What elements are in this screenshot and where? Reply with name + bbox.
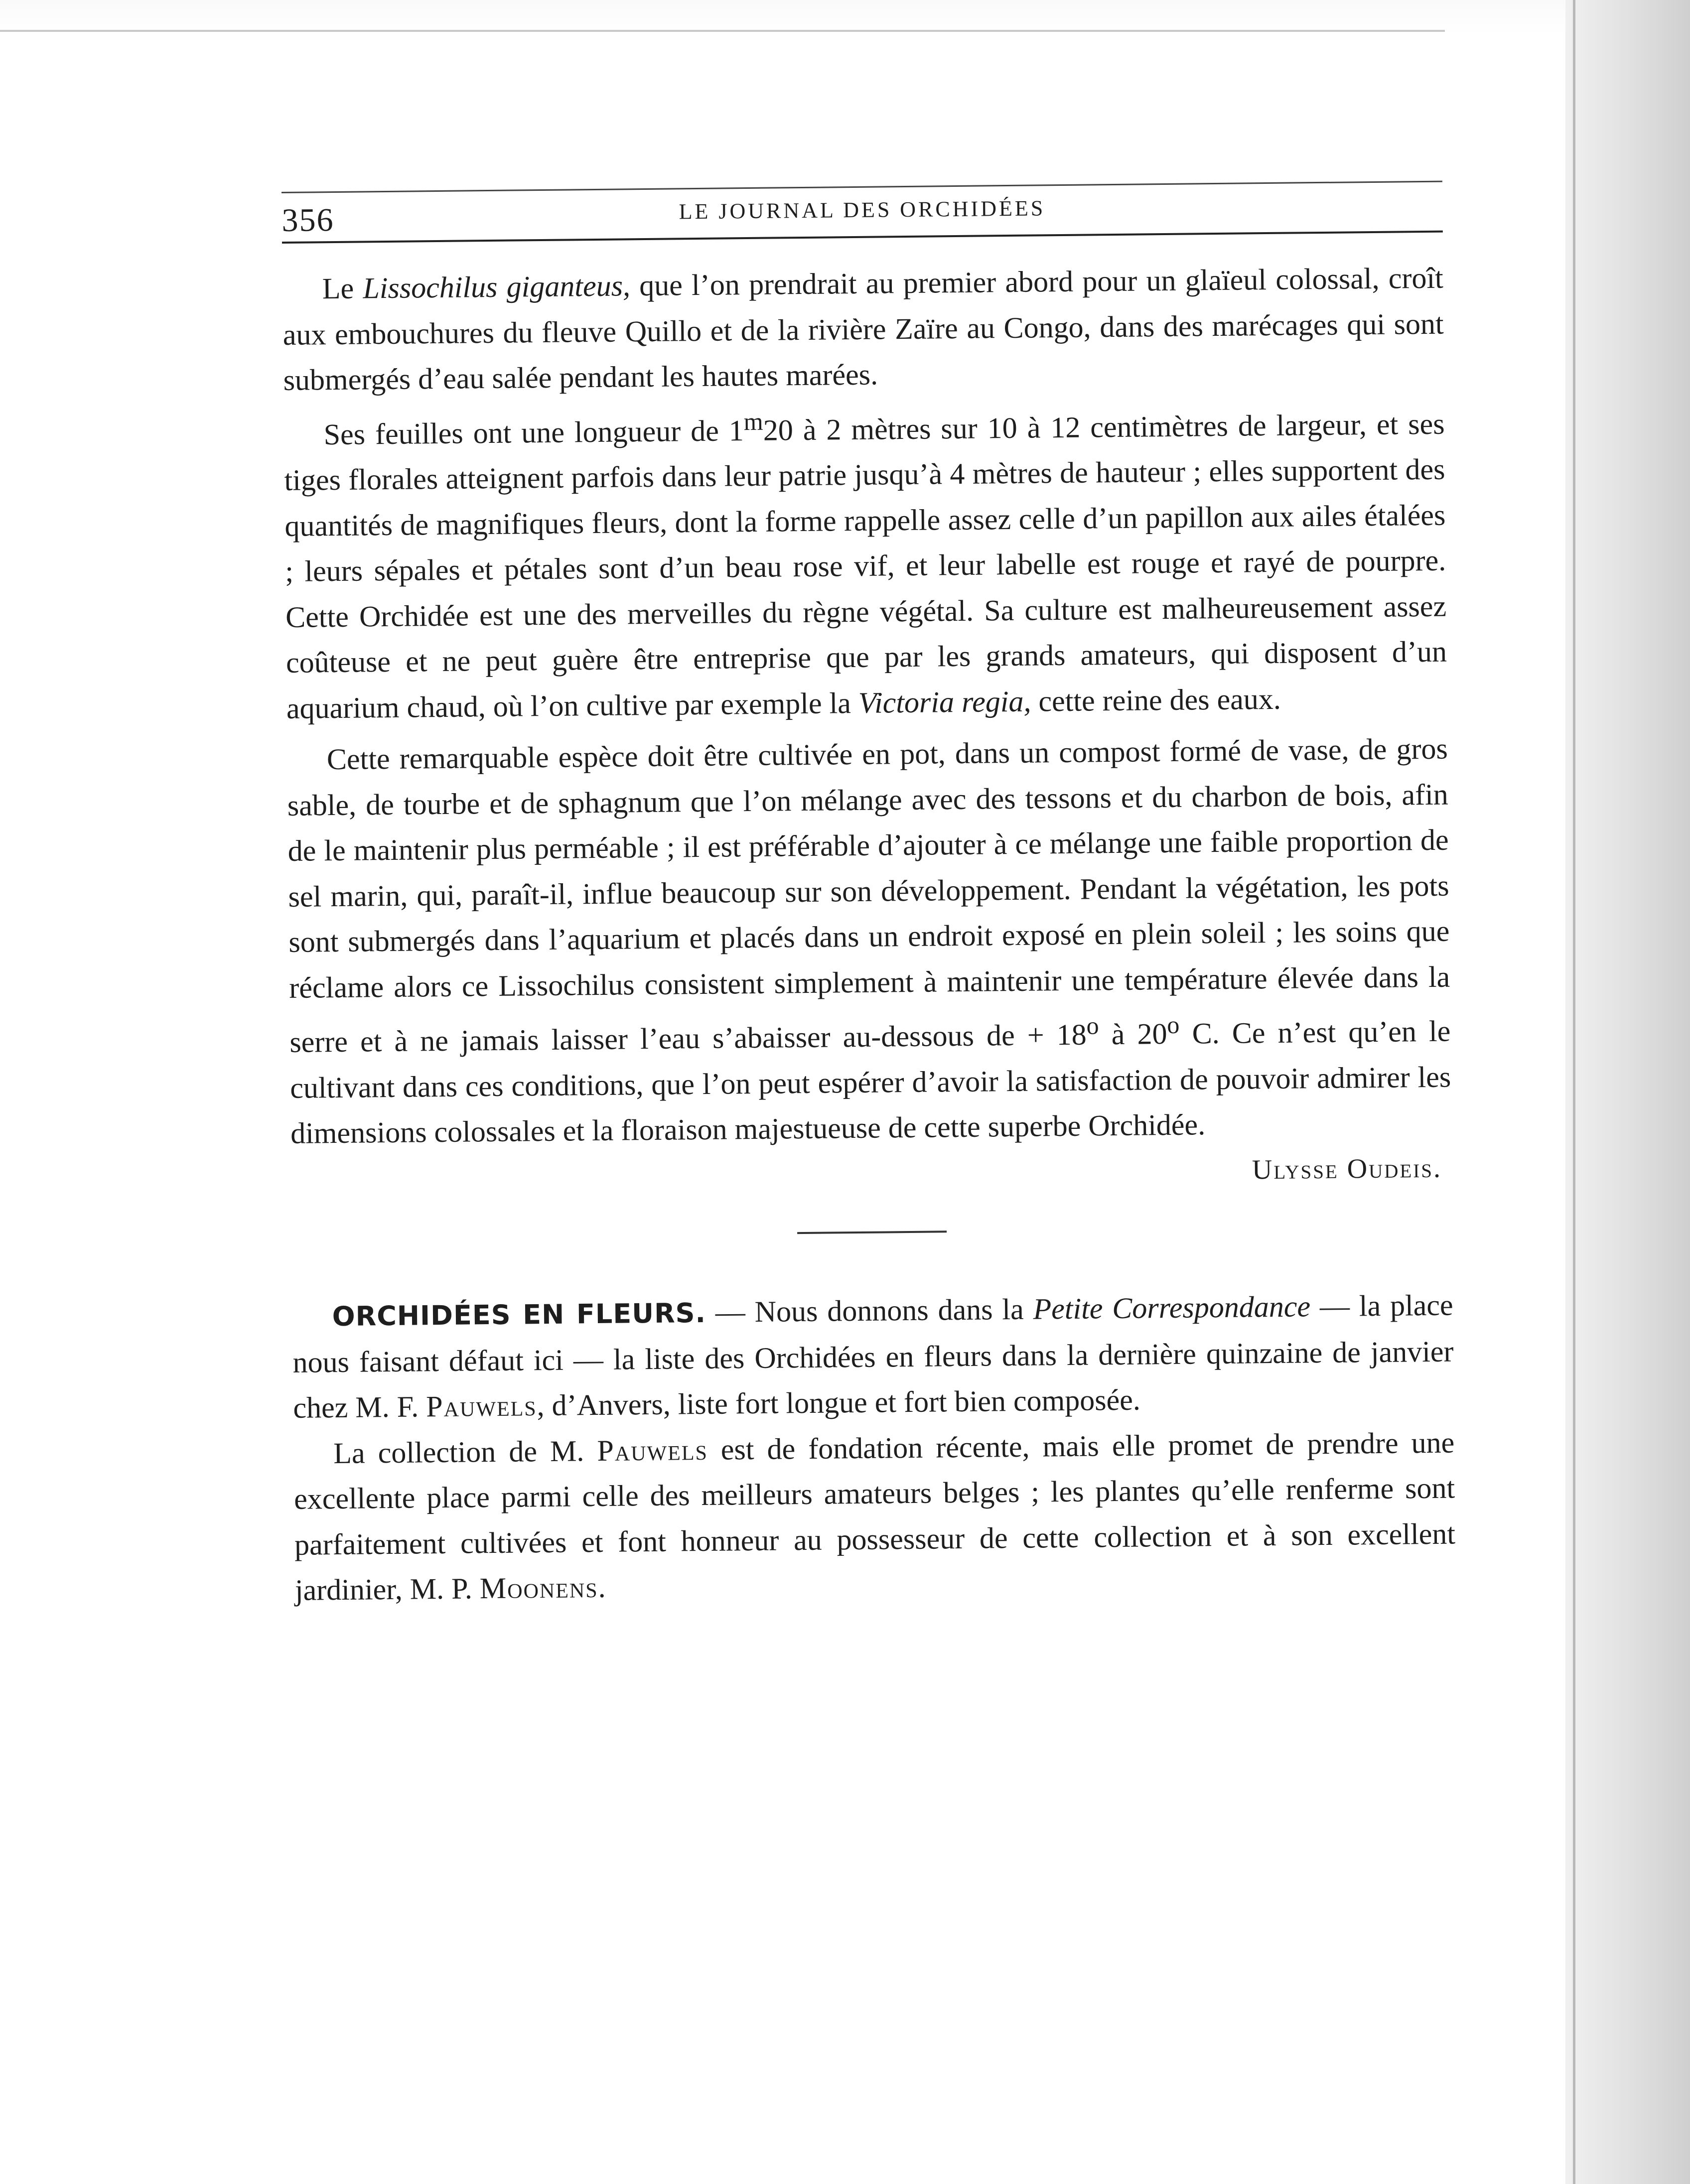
text-run: Le [322, 272, 363, 305]
text-run: Ses feuilles ont une longueur de 1 [323, 413, 744, 451]
author-signature: Ulysse Oudeis. [1252, 1152, 1442, 1185]
text-run: est de fondation récente, mais elle promet de prendre une excellente place parmi celle des meilleurs amateurs belges ; les plantes qu’elle renferme sont parfaitement cultivées et font honneur au possesseur de cette collection et à son excellent jardinier, M. P. [293, 1426, 1456, 1607]
section-paragraph-1 [292, 1283, 1454, 1431]
page-number: 356 [282, 201, 334, 239]
header-rule-bottom [282, 231, 1443, 244]
article-paragraph-2 [283, 392, 1447, 731]
degree-superscript: o [1086, 1011, 1099, 1040]
running-title: LE JOURNAL DES ORCHIDÉES [679, 196, 1046, 224]
scan-edge-line [0, 30, 1445, 32]
section-separator [797, 1230, 947, 1234]
text-run: Cette remarquable espèce doit être cultivée en pot, dans un compost formé de vase, de gros sable, de tourbe et de sphagnum que l’on mélange avec des tessons et du charbon de bois, afin de le maintenir plus perméable ; il est préférable d’ajouter à ce mélange une faible proportion de sel marin, qui, paraît-il, influe beaucoup sur son développement. Pendant la végétation, les pots sont submergés dans l’aquarium et placés dans un endroit exposé en plein soleil ; les soins que réclame alors ce Lissochilus consistent simplement à maintenir une température élevée dans la serre et à ne jamais laisser l’eau s’abaisser au-dessous de + 18 [287, 732, 1450, 1059]
article-paragraph-1 [282, 256, 1444, 404]
text-run: . [598, 1570, 606, 1604]
text-run: à 20 [1099, 1017, 1167, 1051]
article-paragraph-3 [287, 726, 1452, 1157]
scan-right-shadow [1565, 0, 1690, 2184]
unit-superscript: m [743, 407, 763, 435]
text-run: que l’on prendrait au premier abord pour un glaïeul colossal, croît aux embouchures du fleuve Quillo et de la rivière Zaïre au Congo, dans des marécages qui sont submergés d’eau salée pendant les hautes marées. [282, 261, 1444, 397]
page [282, 181, 1459, 1935]
section-paragraph-2 [293, 1420, 1456, 1613]
text-run: cette reine des eaux. [1031, 682, 1281, 718]
species-name: Lissochilus giganteus, [363, 269, 631, 305]
text-run: , d’Anvers, liste fort longue et fort bien composée. [537, 1383, 1141, 1422]
species-name: Victoria regia, [858, 684, 1031, 719]
person-name: Pauwels [597, 1433, 708, 1467]
page-header [282, 181, 1443, 242]
section-title: ORCHIDÉES EN FLEURS. [332, 1297, 706, 1333]
person-name: Moonens [479, 1571, 598, 1605]
text-run: — la place nous faisant défaut ici — la liste des Orchidées en fleurs dans la dernière quinzaine de janvier chez M. F. [292, 1288, 1454, 1424]
person-name: Pauwels [425, 1389, 537, 1423]
scan-page-edge [1573, 0, 1575, 2184]
page-body [282, 256, 1456, 1614]
text-run: La collection de M. [333, 1434, 597, 1470]
text-run: C. Ce n’est qu’en le cultivant dans ces conditions, que l’on peut espérer d’avoir la satisfaction de pouvoir admirer les dimensions colossales et la floraison majestueuse de cette superbe Orchidée. [289, 1014, 1451, 1150]
header-rule-top [282, 181, 1442, 193]
publication-name: Petite Correspondance [1033, 1290, 1311, 1326]
degree-superscript: o [1167, 1010, 1180, 1039]
text-run: — Nous donnons dans la [705, 1292, 1033, 1329]
text-run: 20 à 2 mètres sur 10 à 12 centimètres de largeur, et ses tiges florales atteignent parfois dans leur patrie jusqu’à 4 mètres de hauteur ; elles supportent des quantités de magnifiques fleurs, dont la forme rappelle assez celle d’un papillon aux ailes étalées ; leurs sépales et pétales sont d’un beau rose vif, et leur labelle est rouge et rayé de pourpre. Cette Orchidée est une des merveilles du règne végétal. Sa culture est malheureusement assez coûteuse et ne peut guère être entreprise que par les grands amateurs, qui disposent d’un aquarium chaud, où l’on cultive par exemple la [284, 407, 1447, 725]
